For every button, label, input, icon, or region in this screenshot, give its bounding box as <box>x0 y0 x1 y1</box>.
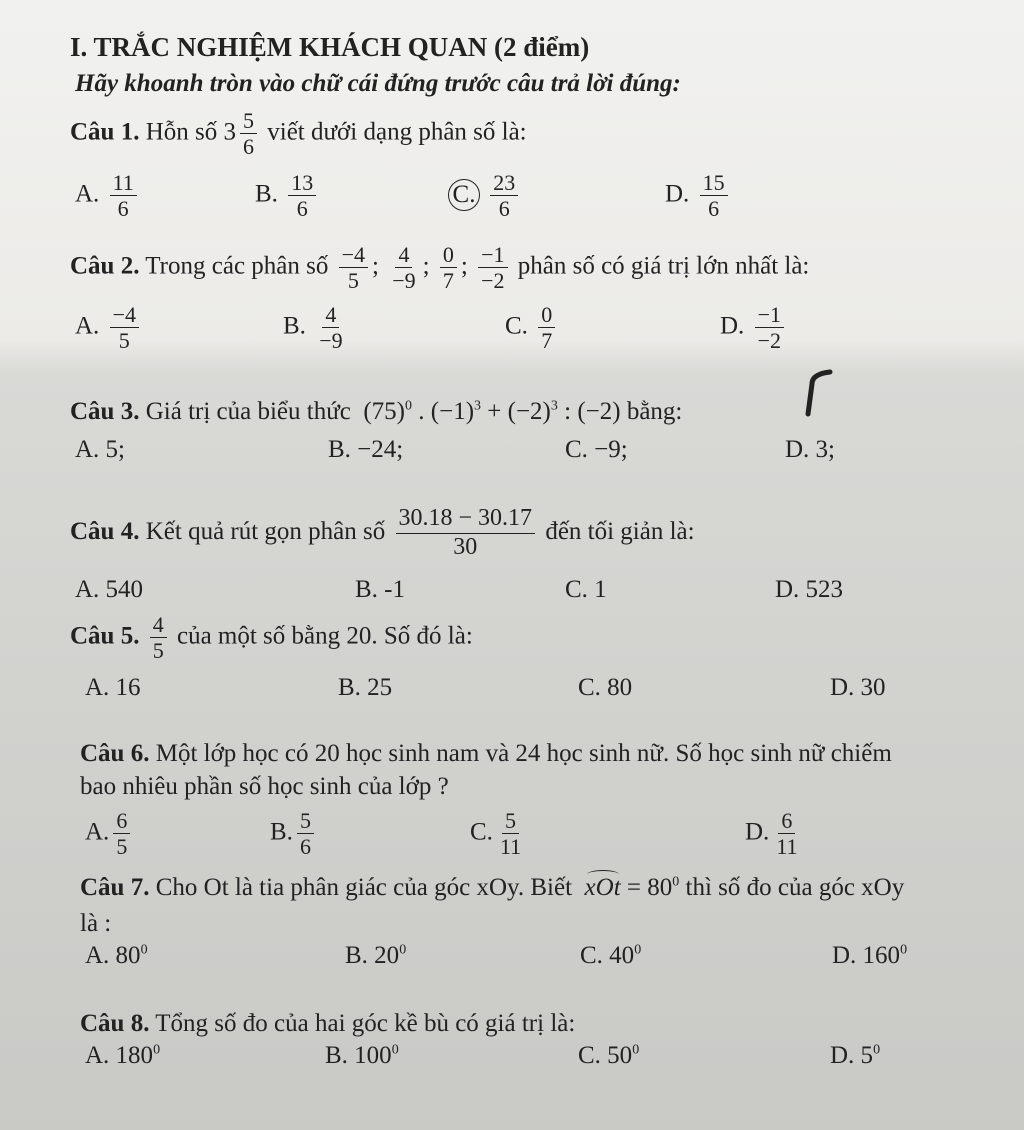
question-label: Câu 1. <box>70 118 140 146</box>
q1-option-a[interactable]: A. $\frac{11}{6}$ <box>75 170 141 222</box>
q5-option-b[interactable]: B. 25 <box>338 674 393 701</box>
q6-option-d[interactable]: D. $\frac{6}{11}$ <box>745 808 798 860</box>
question-6: Câu 6. Một lớp học có 20 học sinh nam và 24 học sinh nữ. Số học sinh nữ chiếm <box>80 740 892 767</box>
q8-option-b[interactable]: B. $100^0$ <box>325 1042 399 1069</box>
q5-option-a[interactable]: A. 16 <box>85 674 141 701</box>
question-2: Câu 2. Trong các phân số $\frac{-4}{5}$ ; $\frac{4}{-9}$ ; $\frac{0}{7}$ ; $\frac{-1}{-2}$ phân số có giá trị lớn nhất là: <box>70 242 810 294</box>
q8-option-d[interactable]: D. $5^0$ <box>830 1042 881 1069</box>
q3-option-d[interactable]: D. 3; <box>785 436 835 463</box>
q7-option-d[interactable]: D. $160^0$ <box>832 942 908 969</box>
q2-option-d[interactable]: D. $\frac{-1}{-2}$ <box>720 302 788 354</box>
q4-option-c[interactable]: C. 1 <box>565 576 607 603</box>
question-6-line2: bao nhiêu phần số học sinh của lớp ? <box>80 773 449 800</box>
q2-option-b[interactable]: B. $\frac{4}{-9}$ <box>283 302 343 354</box>
q8-option-c[interactable]: C. $50^0$ <box>578 1042 640 1069</box>
q5-option-d[interactable]: D. 30 <box>830 674 886 701</box>
q4-option-a[interactable]: A. 540 <box>75 576 144 603</box>
selected-answer-circle: C. <box>448 179 480 211</box>
question-7-line2: là : <box>80 910 112 937</box>
q6-option-b[interactable]: B. $\frac{5}{6}$ <box>270 808 318 860</box>
q2-option-a[interactable]: A. $\frac{-4}{5}$ <box>75 302 143 354</box>
q7-option-b[interactable]: B. $20^0$ <box>345 942 407 969</box>
q1-option-d[interactable]: D. $\frac{15}{6}$ <box>665 170 732 222</box>
q2-option-c[interactable]: C. $\frac{0}{7}$ <box>505 302 559 354</box>
q7-option-a[interactable]: A. $80^0$ <box>85 942 148 969</box>
q4-option-b[interactable]: B. -1 <box>355 576 405 603</box>
q8-option-a[interactable]: A. $180^0$ <box>85 1042 161 1069</box>
q4-option-d[interactable]: D. 523 <box>775 576 844 603</box>
instruction: Hãy khoanh tròn vào chữ cái đứng trước câu trả lời đúng: <box>75 70 681 97</box>
q1-option-b[interactable]: B. $\frac{13}{6}$ <box>255 170 320 222</box>
question-7: Câu 7. Cho Ot là tia phân giác của góc xOy. Biết xOt = $80^0$ thì số đo của góc xOy <box>80 874 905 901</box>
question-4: Câu 4. Kết quả rút gọn phân số $\frac{30.18 - 30.17}{30}$ đến tối giản là: <box>70 505 695 560</box>
q3-option-c[interactable]: C. −9; <box>565 436 628 463</box>
question-5: Câu 5. $\frac{4}{5}$ của một số bằng 20. Số đó là: <box>70 612 473 664</box>
question-3: Câu 3. Giá trị của biểu thức $(75)^0$ . $(-1)^3 + (-2)^3$ : (−2) bằng: <box>70 398 683 425</box>
section-title: I. TRẮC NGHIỆM KHÁCH QUAN (2 điểm) <box>70 32 590 62</box>
q5-option-c[interactable]: C. 80 <box>578 674 633 701</box>
q3-option-a[interactable]: A. 5; <box>75 436 125 463</box>
pen-mark <box>800 368 840 418</box>
q6-option-a[interactable]: A. $\frac{6}{5}$ <box>85 808 134 860</box>
q6-option-c[interactable]: C. $\frac{5}{11}$ <box>470 808 522 860</box>
q3-option-b[interactable]: B. −24; <box>328 436 404 463</box>
question-1: Câu 1. Hỗn số 3 $\frac{5}{6}$ viết dưới dạng phân số là: <box>70 108 527 160</box>
question-8: Câu 8. Tổng số đo của hai góc kề bù có giá trị là: <box>80 1010 576 1037</box>
q1-option-c[interactable]: C. $\frac{23}{6}$ <box>448 170 522 222</box>
q7-option-c[interactable]: C. $40^0$ <box>580 942 642 969</box>
